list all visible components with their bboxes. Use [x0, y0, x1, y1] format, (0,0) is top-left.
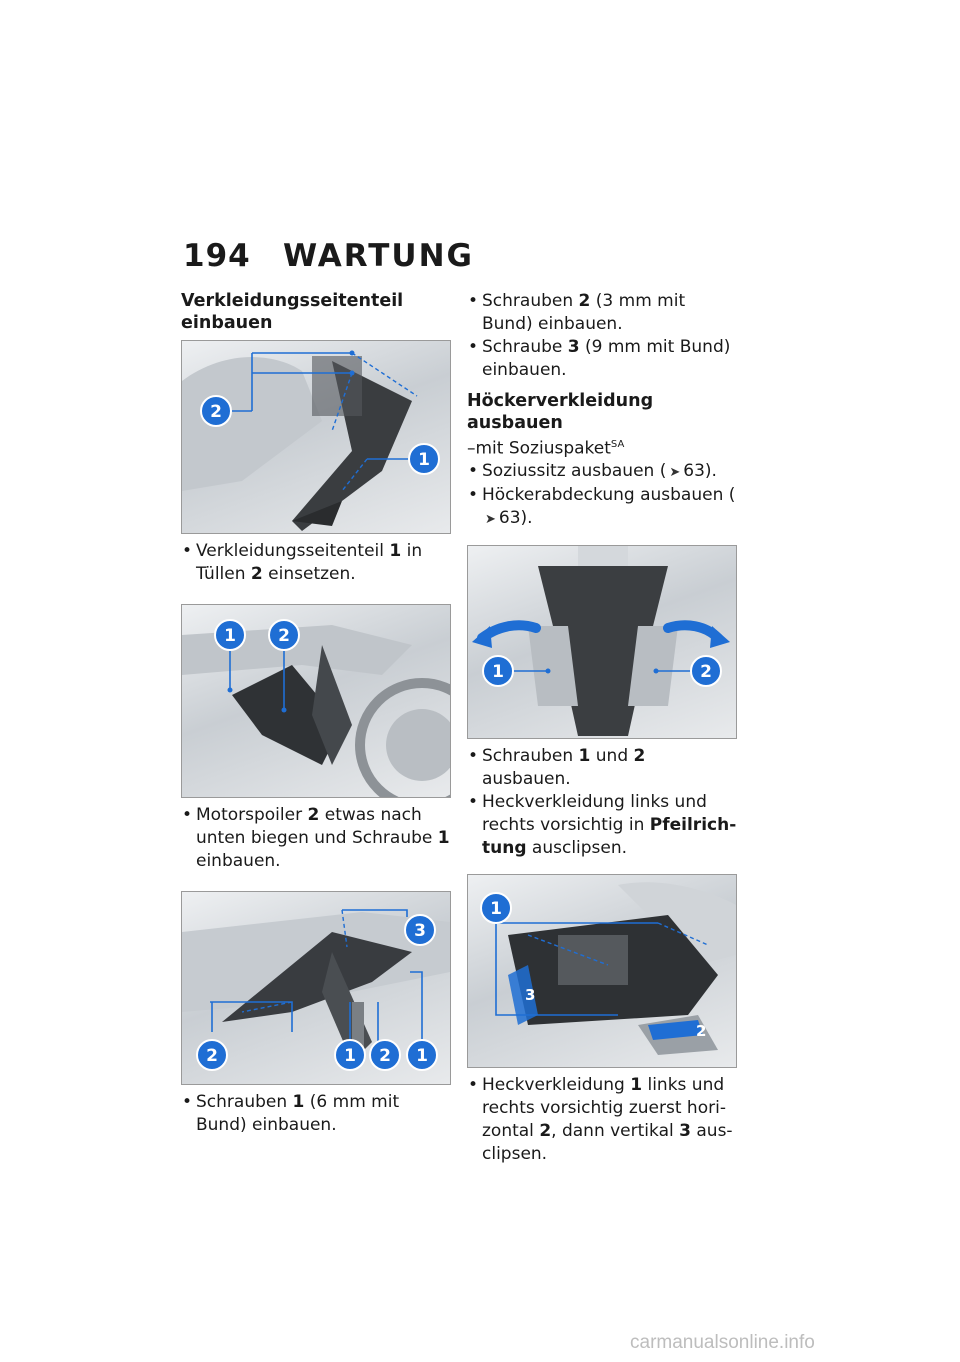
figure-fairing-side-panel — [181, 340, 451, 534]
step-item: • Motorspoiler 2 etwas nach unten biegen und Schraube 1 einbauen. — [181, 804, 451, 873]
right-column — [467, 290, 737, 1180]
page-number: 194 — [183, 238, 251, 274]
svg-text:1: 1 — [344, 1046, 356, 1066]
figure-rear-fairing-arrows — [467, 545, 737, 739]
callout-badge-2 — [269, 620, 299, 650]
callout-badge-1 — [407, 1040, 437, 1070]
callout-badge-2 — [201, 396, 231, 426]
callout-badge-1 — [409, 444, 439, 474]
step-item: • Soziussitz ausbauen ( ➤ 63). — [467, 460, 737, 484]
figure-drawing — [468, 546, 736, 738]
step-item: • Höckerabdeckung ausbauen (➤ 63). — [467, 484, 737, 531]
step-list-3 — [181, 1091, 451, 1137]
page-header — [183, 238, 474, 274]
svg-text:1: 1 — [490, 898, 502, 919]
svg-text:1: 1 — [418, 450, 430, 470]
callout-badge-1 — [483, 656, 513, 686]
step-item: • Schrauben 2 (3 mm mit Bund) einbauen. — [467, 290, 737, 336]
svg-text:2: 2 — [700, 661, 712, 682]
callout-badge-1 — [215, 620, 245, 650]
callout-badge-2 — [197, 1040, 227, 1070]
page-ref-arrow-icon: ➤ — [669, 464, 681, 480]
step-list-5 — [467, 460, 737, 531]
step-item: • Heckverkleidung links und rechts vorsichtig in Pfeilrichtung ausclipsen. — [467, 791, 737, 860]
svg-text:2: 2 — [278, 626, 290, 646]
step-item: • Heckverkleidung 1 links und rechts vorsichtig zuerst horizontal 2, dann vertikal 3 ausclipsen. — [467, 1074, 737, 1166]
heading-line-2: einbauen — [181, 313, 273, 333]
chapter-title: WARTUNG — [283, 238, 474, 274]
step-list-7 — [467, 1074, 737, 1166]
watermark: carmanualsonline.info — [630, 1332, 815, 1353]
figure-rear-fairing-clips — [467, 874, 737, 1068]
svg-text:1: 1 — [224, 626, 236, 646]
callout-badge-1 — [481, 893, 511, 923]
section-heading-hump-remove: Höckerverkleidung ausbauen — [467, 391, 654, 433]
svg-text:3: 3 — [414, 921, 426, 941]
step-list-4 — [467, 290, 737, 382]
callout-badge-1 — [335, 1040, 365, 1070]
svg-text:2: 2 — [206, 1046, 218, 1066]
svg-text:2: 2 — [210, 402, 222, 422]
step-item: • Schraube 3 (9 mm mit Bund) einbauen. — [467, 336, 737, 382]
step-item: • Schrauben 1 (6 mm mit Bund) einbauen. — [181, 1091, 451, 1137]
left-column — [181, 290, 451, 1151]
callout-badge-3 — [405, 915, 435, 945]
heading-line-1: Verkleidungsseitenteil — [181, 291, 404, 311]
section-heading-fairing-install — [181, 290, 451, 334]
step-item: • Schrauben 1 und 2 ausbauen. — [467, 745, 737, 791]
arrow-label-2: 2 — [696, 1021, 707, 1040]
svg-text:1: 1 — [492, 661, 504, 682]
callout-badge-2 — [691, 656, 721, 686]
figure-drawing — [182, 341, 450, 533]
page-ref-arrow-icon: ➤ — [485, 511, 496, 527]
arrow-label-3: 3 — [525, 985, 536, 1004]
figure-motor-spoiler — [181, 604, 451, 798]
subline-equipment: –mit Soziuspaket$^{SA}$ — [467, 438, 625, 459]
figure-drawing — [182, 605, 450, 797]
svg-text:2: 2 — [379, 1046, 391, 1066]
figure-screws — [181, 891, 451, 1085]
svg-text:1: 1 — [416, 1046, 428, 1066]
figure-drawing — [182, 892, 450, 1084]
step-list-6 — [467, 745, 737, 860]
step-list-1 — [181, 540, 451, 586]
callout-badge-2 — [370, 1040, 400, 1070]
step-list-2 — [181, 804, 451, 873]
figure-drawing — [468, 875, 736, 1067]
step-item: • Verkleidungsseitenteil 1 in Tüllen 2 einsetzen. — [181, 540, 451, 586]
